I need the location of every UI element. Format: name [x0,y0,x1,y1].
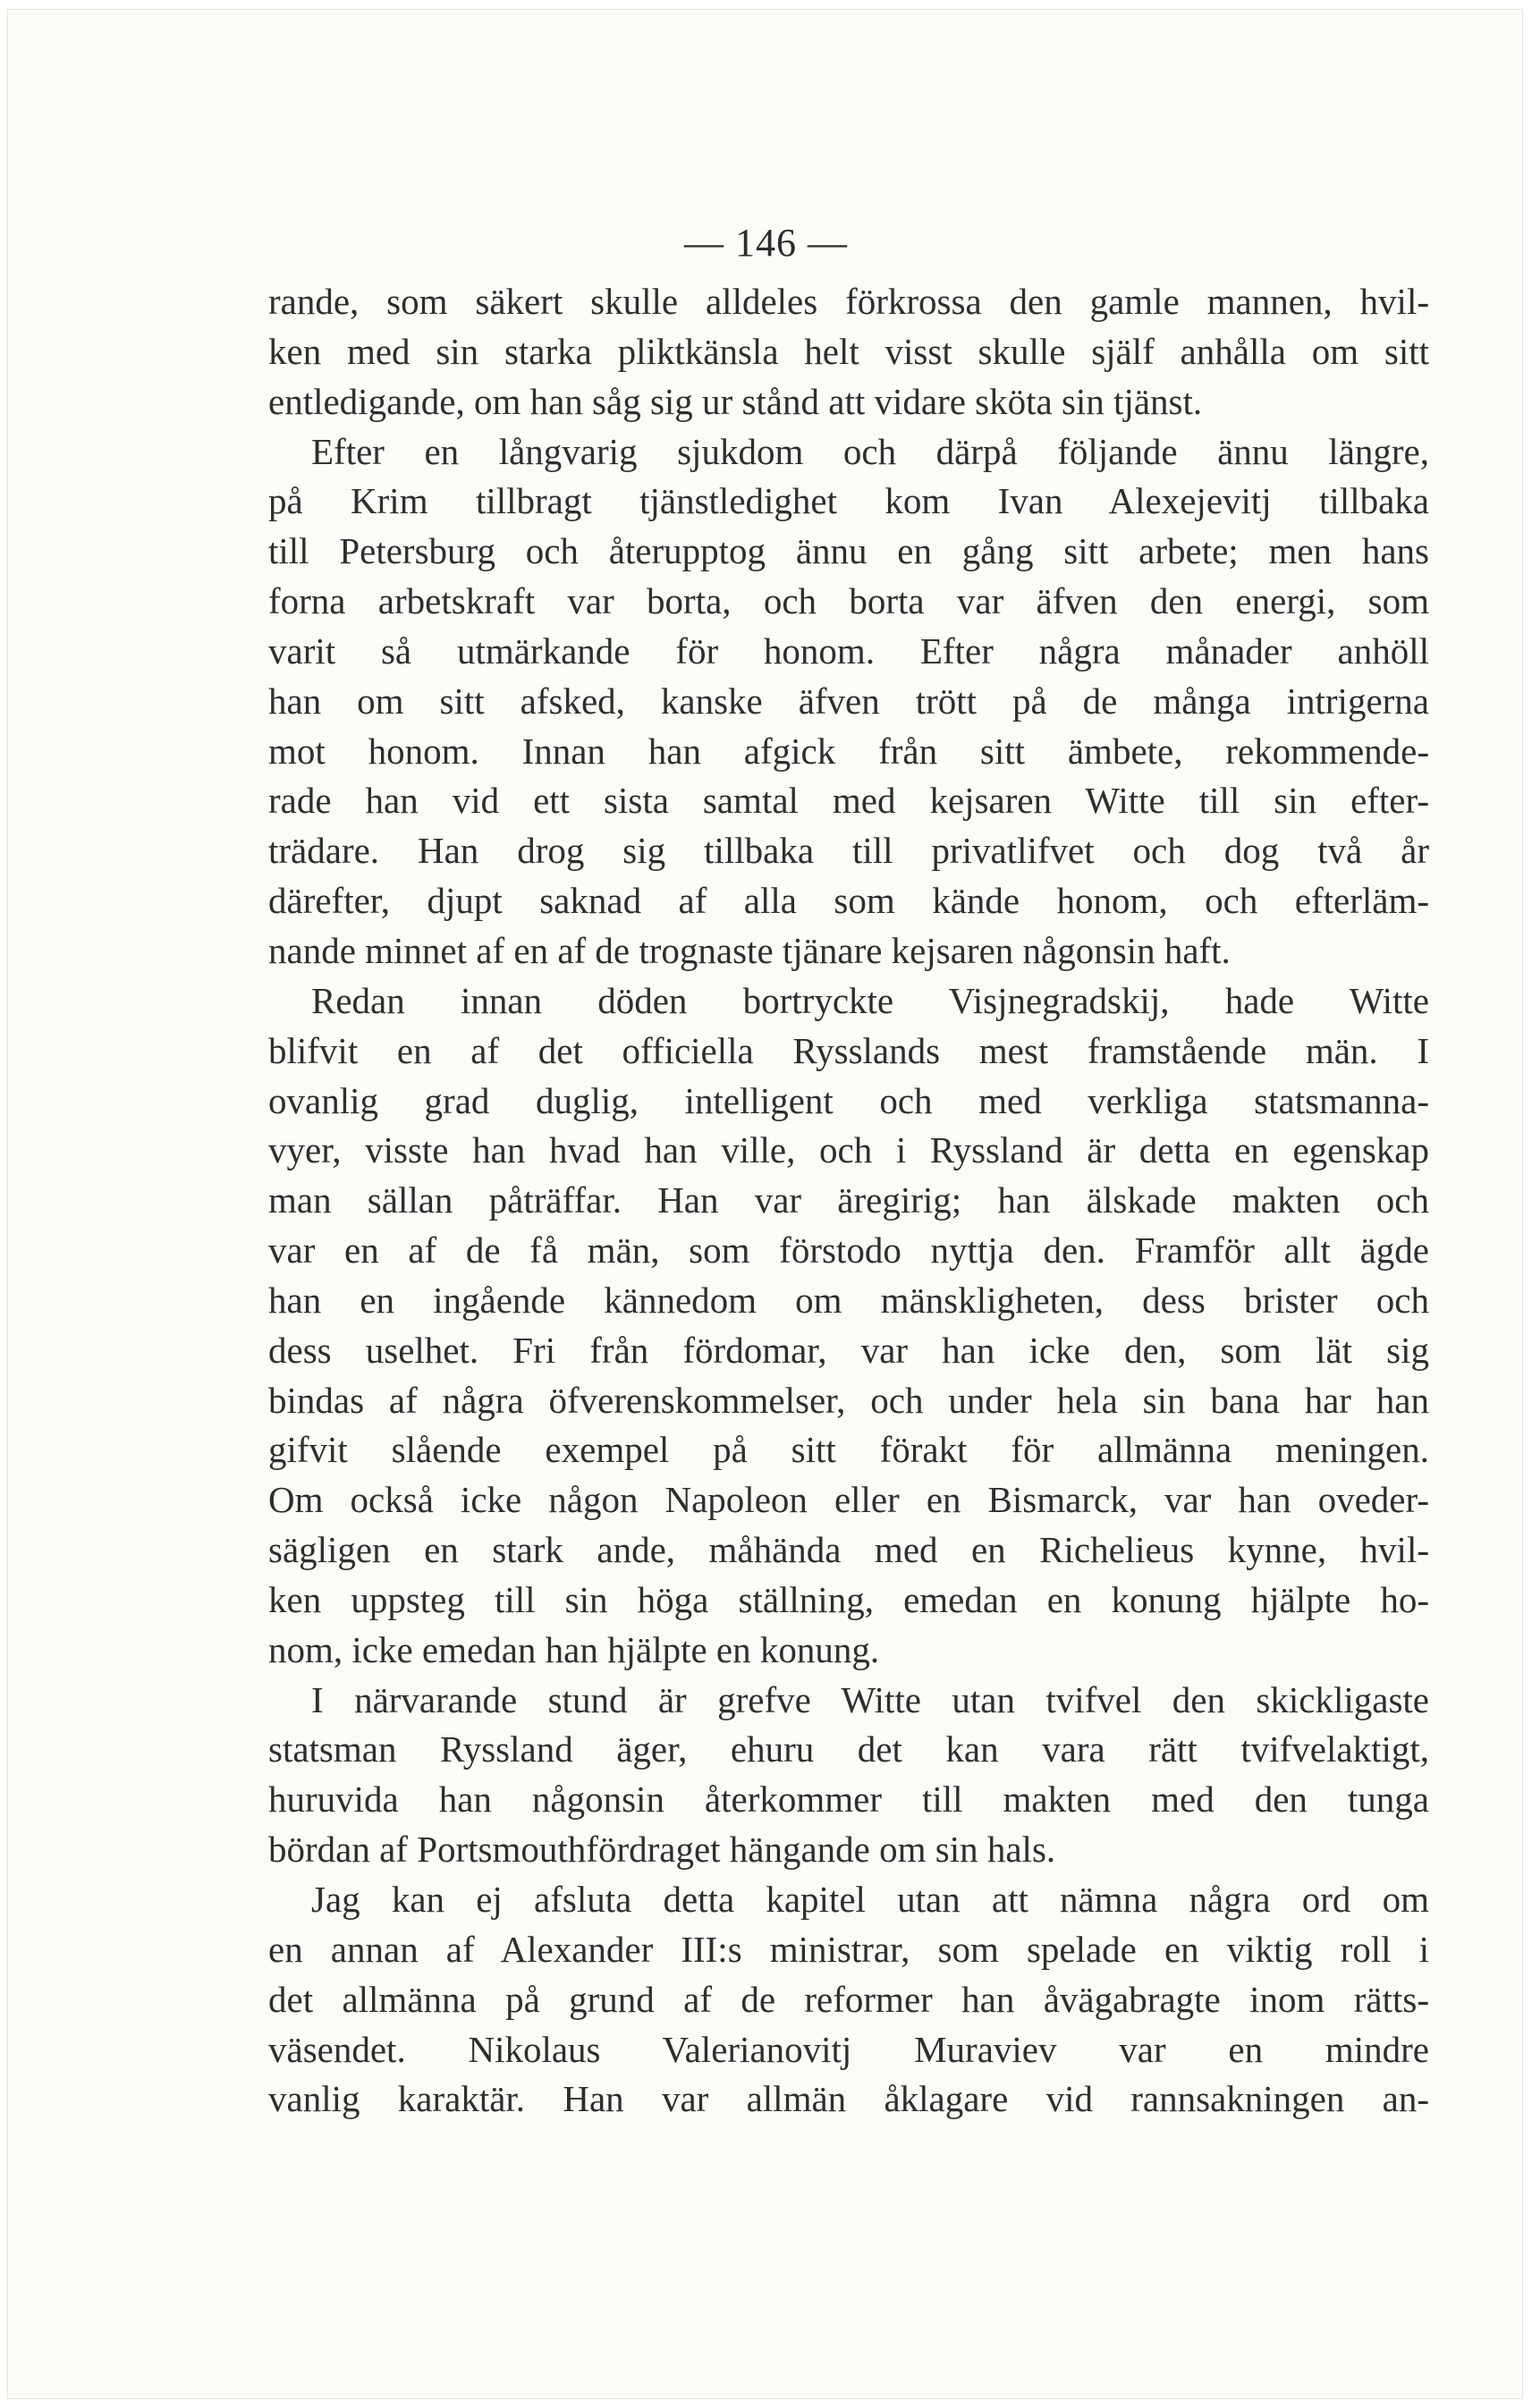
text-line: trädare. Han drog sig tillbaka till privatlifvet och dog två år [268,830,1429,872]
text-line: huruvida han någonsin återkommer till makten med den tunga [268,1779,1429,1821]
paragraph-3 [268,976,1429,1676]
text-line: forna arbetskraft var borta, och borta var äfven den energi, som [268,580,1429,622]
paragraph-5 [268,1875,1429,2125]
text-line: ken uppsteg till sin höga ställning, emedan en konung hjälpte ho- [268,1578,1429,1620]
paragraph-2 [268,427,1429,976]
text-line: på Krim tillbragt tjänstledighet kom Ivan Alexejevitj tillbaka [268,480,1429,522]
text-line: därefter, djupt saknad af alla som kände honom, och efterläm- [268,880,1429,922]
text-line: Redan innan döden bortryckte Visjnegradskij, hade Witte [311,979,1429,1021]
text-line: bördan af Portsmouthfördraget hängande om sin hals. [268,1829,1056,1871]
text-line: vyer, visste han hvad han ville, och i Ryssland är detta en egenskap [268,1129,1429,1171]
text-line: rade han vid ett sista samtal med kejsaren Witte till sin efter- [268,780,1429,822]
paragraph-1 [268,277,1429,427]
text-line: Om också icke någon Napoleon eller en Bismarck, var han oveder- [268,1479,1429,1521]
text-line: ovanlig grad duglig, intelligent och med verkliga statsmanna- [268,1079,1429,1121]
text-line: varit så utmärkande för honom. Efter några månader anhöll [268,629,1429,672]
text-line: rande, som säkert skulle alldeles förkrossa den gamle mannen, hvil- [268,281,1429,322]
text-line: Efter en långvarig sjukdom och därpå följande ännu längre, [311,430,1429,472]
paragraph-4 [268,1676,1429,1875]
text-line: han en ingående kännedom om mänskligheten, dess brister och [268,1279,1429,1321]
text-line: mot honom. Innan han afgick från sitt ämbete, rekommende- [268,730,1429,772]
text-line: väsendet. Nikolaus Valerianovitj Muraviev var en mindre [268,2028,1429,2070]
text-line: statsman Ryssland äger, ehuru det kan vara rätt tvifvelaktigt, [268,1728,1429,1770]
text-line: entledigande, om han såg sig ur stånd att vidare sköta sin tjänst. [268,380,1203,422]
text-line: det allmänna på grund af de reformer han åvägabragte inom rätts- [268,1978,1429,2020]
text-line: Jag kan ej afsluta detta kapitel utan att nämna några ord om [311,1879,1429,1920]
text-line: nom, icke emedan han hjälpte en konung. [268,1628,880,1670]
page-number: — 146 — [684,221,848,265]
text-line: I närvarande stund är grefve Witte utan tvifvel den skickligaste [311,1678,1429,1720]
text-line: var en af de få män, som förstodo nyttja den. Framför allt ägde [268,1229,1429,1272]
text-line: till Petersburg och återupptog ännu en gång sitt arbete; men hans [268,530,1429,572]
text-line: nande minnet af en af de trognaste tjänare kejsaren någonsin haft. [268,929,1231,971]
text-line: vanlig karaktär. Han var allmän åklagare vid rannsakningen an- [268,2078,1429,2120]
text-line: blifvit en af det officiella Rysslands mest framstående män. I [268,1029,1429,1071]
text-line: man sällan påträffar. Han var äregirig; han älskade makten och [268,1179,1429,1221]
text-block [268,277,1429,2125]
text-line: ken med sin starka pliktkänsla helt visst skulle själf anhålla om sitt [268,330,1429,372]
text-line: dess uselhet. Fri från fördomar, var han icke den, som lät sig [268,1329,1429,1371]
text-line: gifvit slående exempel på sitt förakt för allmänna meningen. [268,1429,1429,1471]
text-line: han om sitt afsked, kanske äfven trött på de många intrigerna [268,680,1429,722]
text-line: en annan af Alexander III:s ministrar, som spelade en viktig roll i [268,1928,1429,1970]
text-line: sägligen en stark ande, måhända med en Richelieus kynne, hvil- [268,1529,1429,1571]
text-line: bindas af några öfverenskommelser, och under hela sin bana har han [268,1379,1429,1421]
